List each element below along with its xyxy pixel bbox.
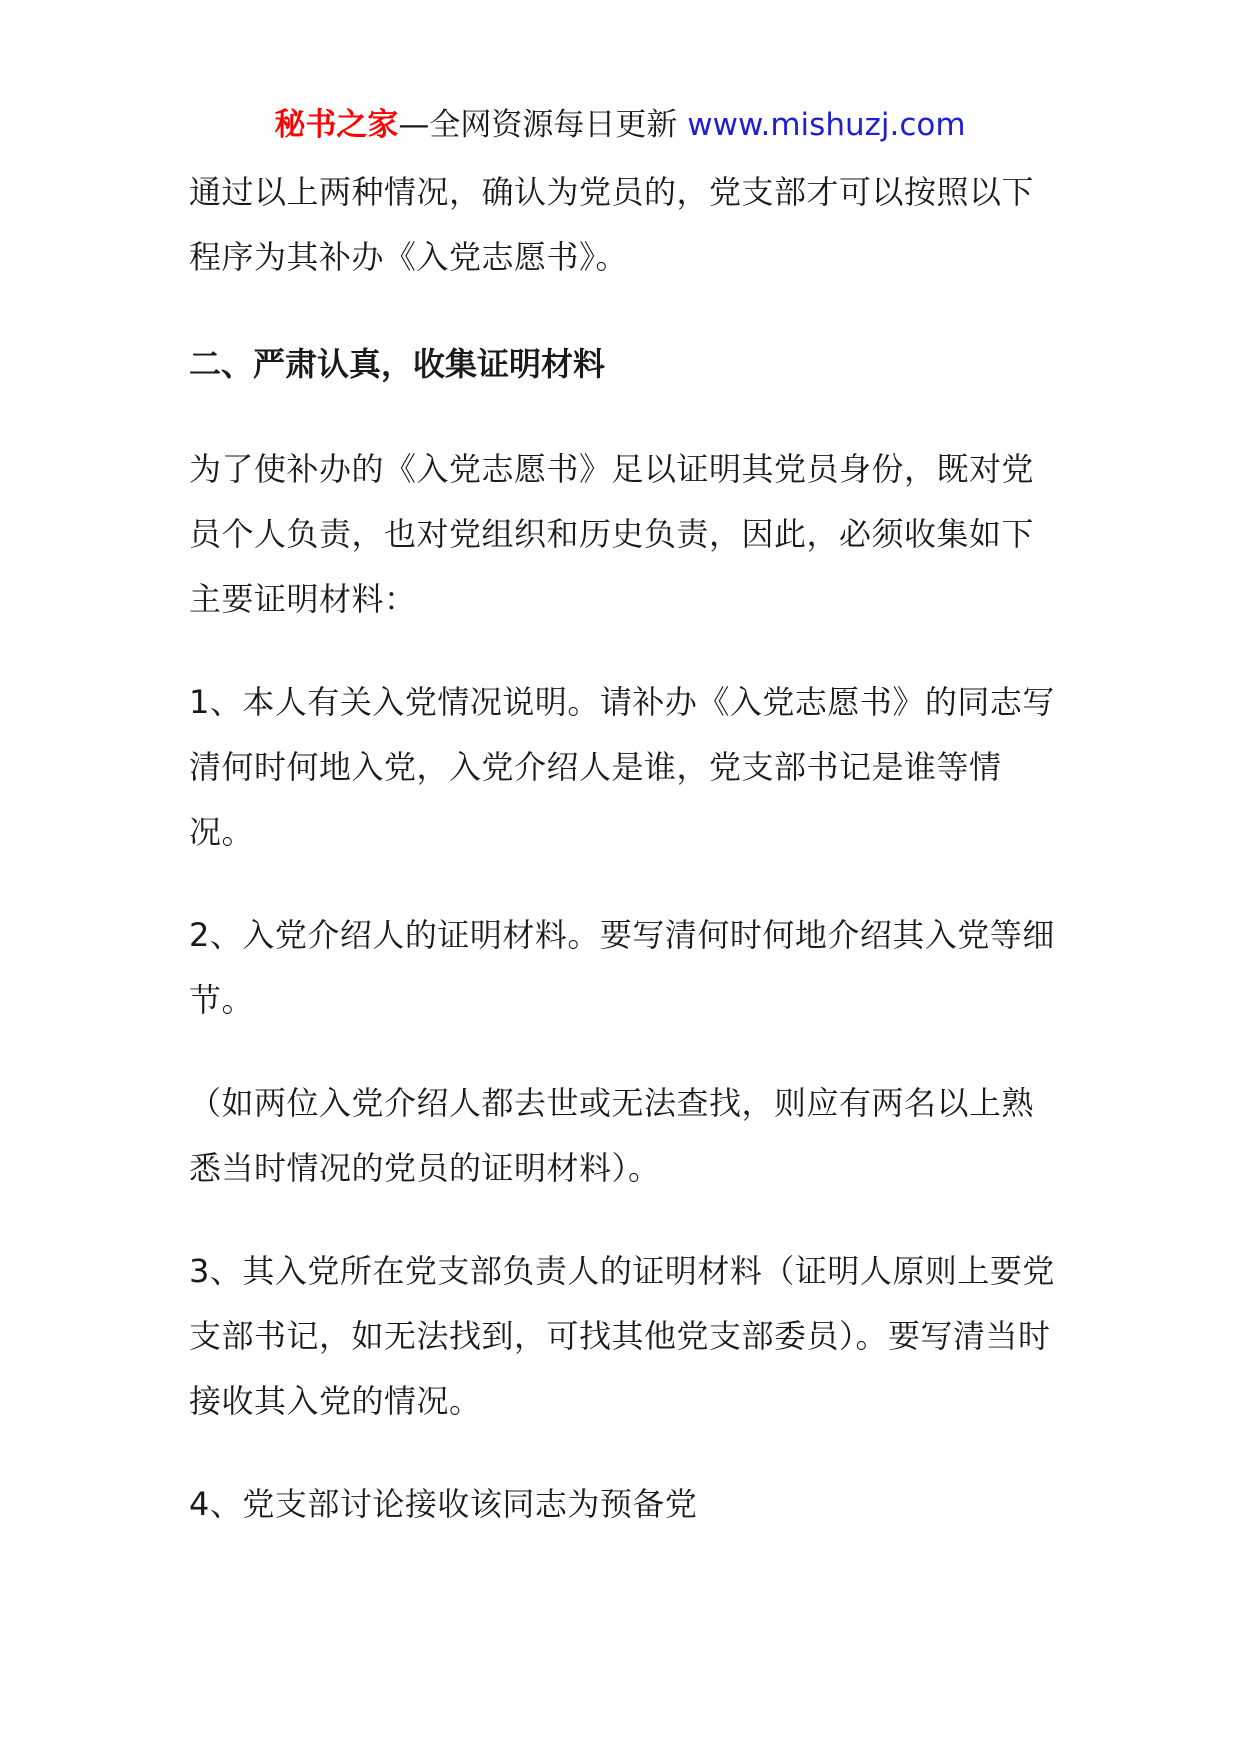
document-body <box>189 160 1059 1537</box>
list-item-2: 2、入党介绍人的证明材料。要写清何时何地介绍其入党等细节。 <box>189 916 1055 1019</box>
site-banner <box>0 103 1240 147</box>
list-item-2-note: （如两位入党介绍人都去世或无法查找，则应有两名以上熟悉当时情况的党员的证明材料）。 <box>189 1084 1035 1187</box>
purpose-paragraph: 为了使补办的《入党志愿书》足以证明其党员身份，既对党员个人负责，也对党组织和历史负责，因此，必须收集如下主要证明材料： <box>189 450 1035 618</box>
section-heading: 二、严肃认真，收集证明材料 <box>189 345 606 383</box>
list-item-3: 3、其入党所在党支部负责人的证明材料（证明人原则上要党支部书记，如无法找到，可找其他党支部委员）。要写清当时接收其入党的情况。 <box>189 1252 1055 1420</box>
list-item-4: 4、党支部讨论接收该同志为预备党 <box>189 1485 698 1523</box>
site-slogan: —全网资源每日更新 <box>398 107 688 143</box>
site-url-link[interactable]: www.mishuzj.com <box>687 107 966 143</box>
site-brand: 秘书之家 <box>274 107 399 143</box>
intro-paragraph: 通过以上两种情况，确认为党员的，党支部才可以按照以下程序为其补办《入党志愿书》。 <box>189 173 1035 276</box>
list-item-1: 1、本人有关入党情况说明。请补办《入党志愿书》的同志写清何时何地入党，入党介绍人是谁，党支部书记是谁等情况。 <box>189 683 1055 851</box>
